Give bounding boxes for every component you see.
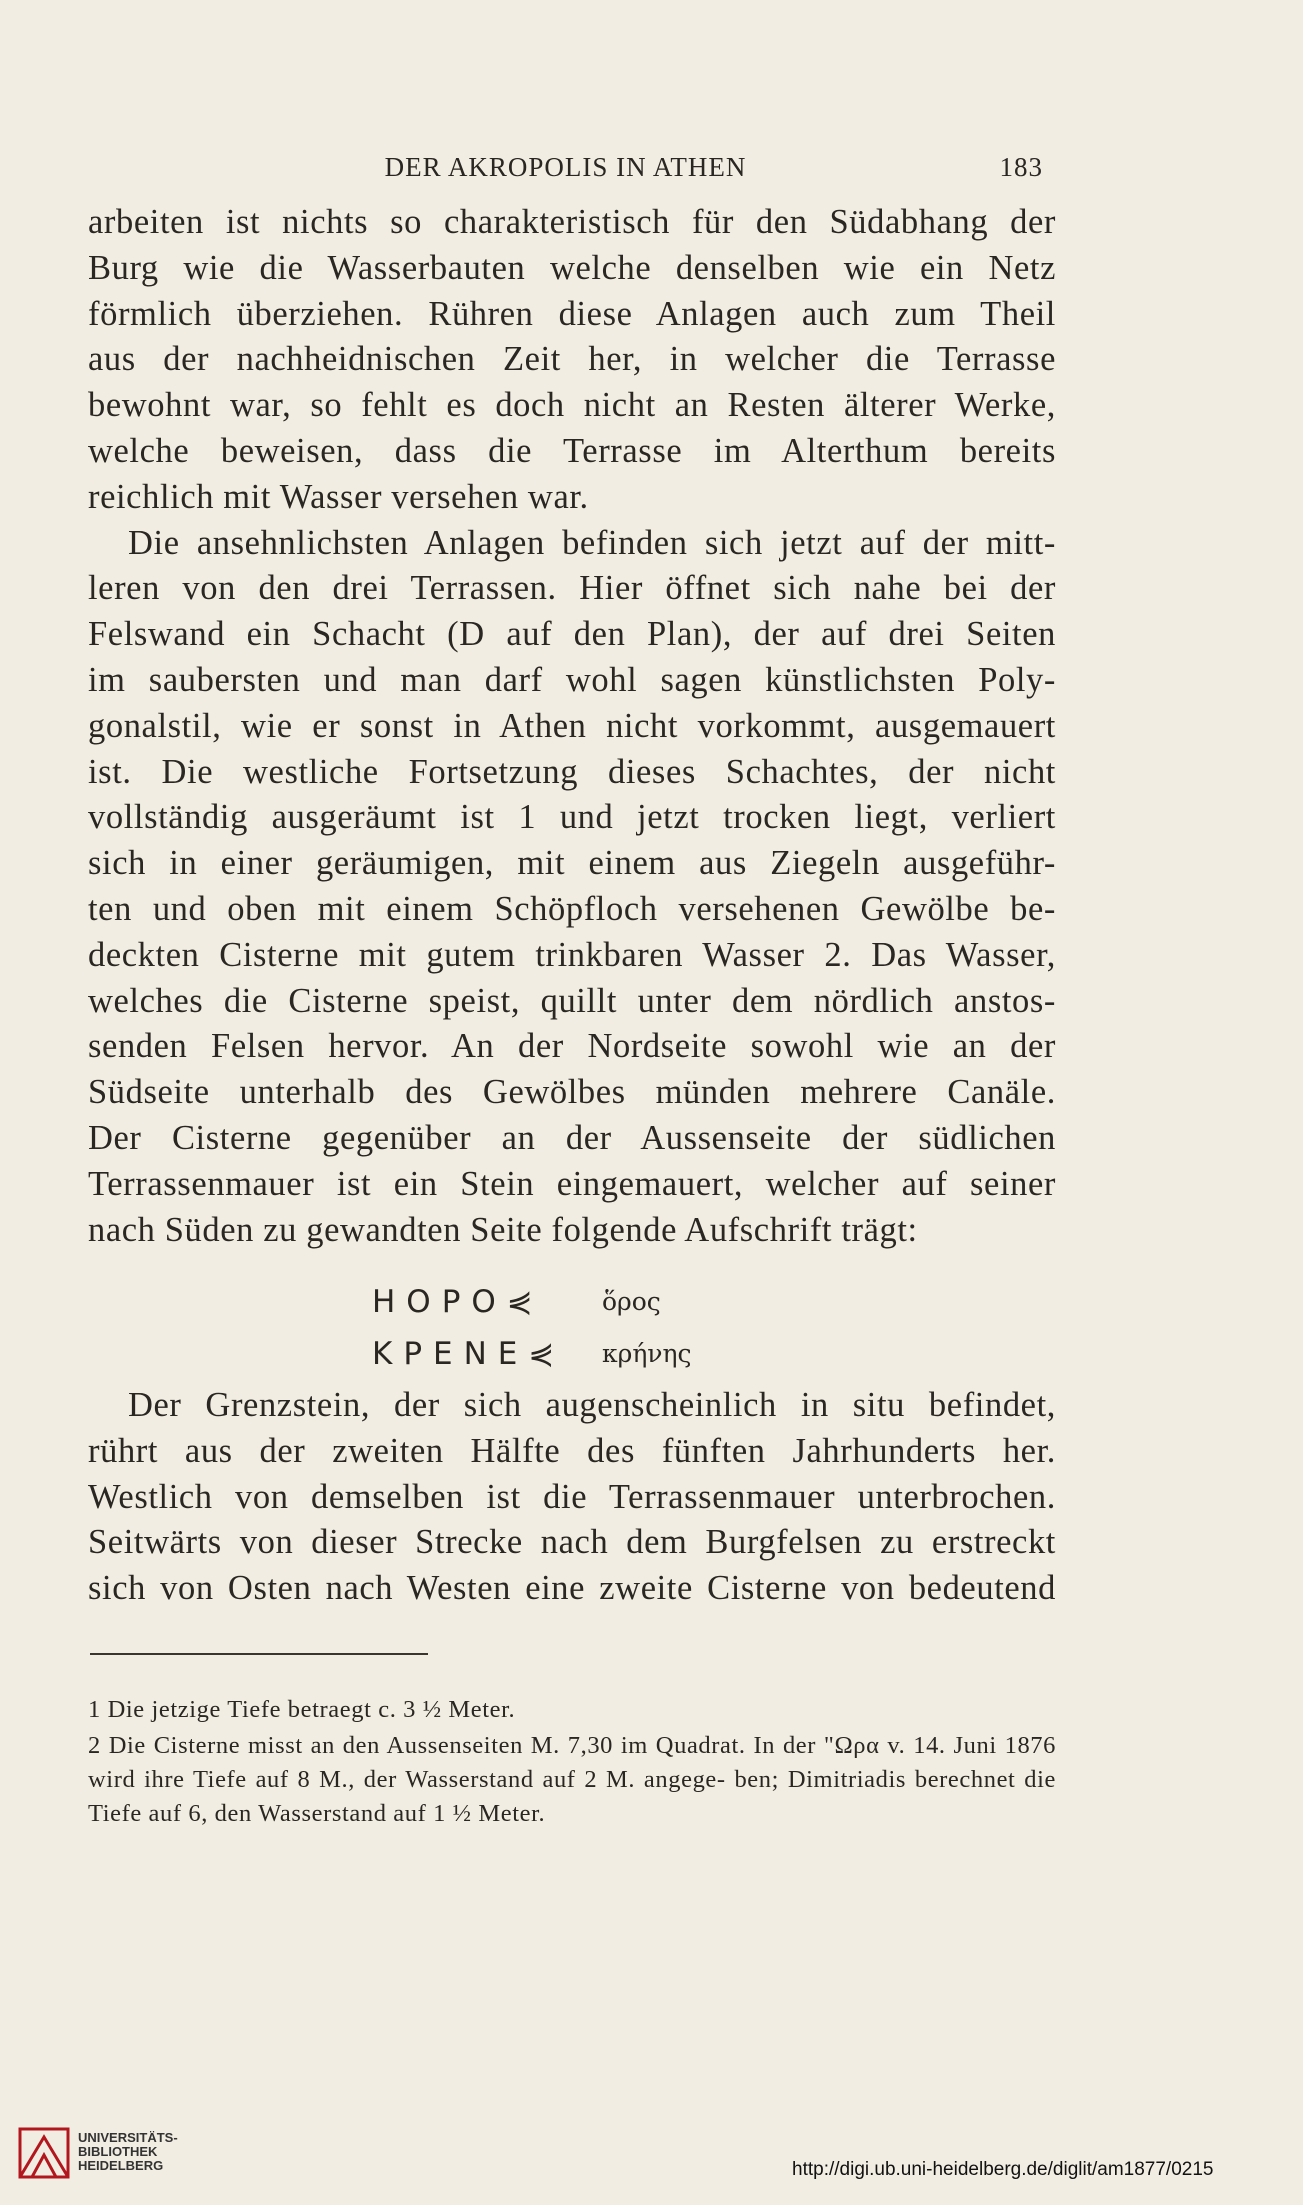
inscription-original: HOPO⋞ <box>372 1284 544 1320</box>
footnote-2-text: 2 Die Cisterne misst an den Aussenseiten M. 7,30 im Quadrat. In der "Ωρα v. 14. Juni 1876 wird ihre Tiefe auf 8 M., der Wasserstand auf 2 M. angege- ben; Dimitriadis berechnet die Tiefe auf 6, den Wasserstand auf 1 ½ Meter. <box>88 1732 1056 1827</box>
text-line: Burg wie die Wasserbauten welche denselben wie ein Netz <box>88 248 1056 287</box>
text-line: Der Grenzstein, der sich augenscheinlich in situ befindet, <box>128 1386 1056 1424</box>
text-line: ten und oben mit einem Schöpfloch versehenen Gewölbe be- <box>88 889 1056 928</box>
inscription-row <box>372 1328 832 1380</box>
text-line: sich von Osten nach Westen eine zweite Cisterne von bedeutend <box>88 1569 1056 1608</box>
inscription-transcription: ὅρος <box>602 1287 661 1316</box>
footnote-rule <box>90 1653 428 1655</box>
text-line: bewohnt war, so fehlt es doch nicht an Resten älterer Werke, <box>88 386 1056 425</box>
university-library-logo-icon <box>14 2123 74 2183</box>
text-line: deckten Cisterne mit gutem trinkbaren Wasser 2. Das Wasser, <box>88 935 1056 974</box>
text-line: rührt aus der zweiten Hälfte des fünften Jahrhunderts her. <box>88 1431 1056 1470</box>
text-line: Der Cisterne gegenüber an der Aussenseite der südlichen <box>88 1118 1056 1157</box>
library-line-2: BIBLIOTHEK <box>78 2144 158 2159</box>
text-line: reichlich mit Wasser versehen war. <box>88 477 589 516</box>
text-line: vollständig ausgeräumt ist 1 und jetzt trocken liegt, verliert <box>88 798 1056 837</box>
library-name <box>78 2131 178 2173</box>
inscription-original: KPENE⋞ <box>372 1336 566 1372</box>
text-line: Südseite unterhalb des Gewölbes münden mehrere Canäle. <box>88 1073 1056 1112</box>
page-number: 183 <box>999 152 1043 182</box>
library-line-3: HEIDELBERG <box>78 2158 164 2173</box>
text-line: arbeiten ist nichts so charakteristisch für den Südabhang der <box>88 203 1056 241</box>
inscription-transcription: κρήνης <box>602 1339 692 1368</box>
text-line: im saubersten und man darf wohl sagen künstlichsten Poly- <box>88 660 1056 699</box>
text-line: Felswand ein Schacht (D auf den Plan), der auf drei Seiten <box>88 615 1056 654</box>
inscription <box>372 1276 832 1380</box>
text-line: Die ansehnlichsten Anlagen befinden sich jetzt auf der mitt- <box>128 523 1056 562</box>
text-line: senden Felsen hervor. An der Nordseite sowohl wie an der <box>88 1027 1056 1066</box>
paragraph-continued <box>88 1383 1056 1612</box>
text-line: Seitwärts von dieser Strecke nach dem Burgfelsen zu erstreckt <box>88 1523 1056 1562</box>
text-line: Westlich von demselben ist die Terrassenmauer unterbrochen. <box>88 1477 1056 1516</box>
source-url[interactable]: http://digi.ub.uni-heidelberg.de/diglit/am1877/0215 <box>792 2159 1214 2180</box>
header-title: DER AKROPOLIS IN ATHEN <box>384 152 747 182</box>
running-header <box>88 152 1043 192</box>
text-line: förmlich überziehen. Rühren diese Anlagen auch zum Theil <box>88 294 1056 333</box>
text-line: sich in einer geräumigen, mit einem aus Ziegeln ausgeführ- <box>88 844 1056 883</box>
text-line: welches die Cisterne speist, quillt unter dem nördlich anstos- <box>88 981 1056 1020</box>
inscription-row <box>372 1276 832 1328</box>
text-line: gonalstil, wie er sonst in Athen nicht vorkommt, ausgemauert <box>88 706 1056 745</box>
main-text <box>88 200 1056 1253</box>
text-line: welche beweisen, dass die Terrasse im Alterthum bereits <box>88 431 1056 470</box>
library-line-1: UNIVERSITÄTS- <box>78 2130 178 2145</box>
text-line: Terrassenmauer ist ein Stein eingemauert, welcher auf seiner <box>88 1164 1056 1203</box>
footnote-2 <box>88 1729 1056 1831</box>
text-line: ist. Die westliche Fortsetzung dieses Schachtes, der nicht <box>88 752 1056 791</box>
text-line: aus der nachheidnischen Zeit her, in welcher die Terrasse <box>88 340 1056 379</box>
text-line: nach Süden zu gewandten Seite folgende Aufschrift trägt: <box>88 1210 918 1249</box>
text-line: leren von den drei Terrassen. Hier öffnet sich nahe bei der <box>88 569 1056 608</box>
footnote-1 <box>88 1693 1056 1727</box>
footnote-1-text: 1 Die jetzige Tiefe betraegt c. 3 ½ Meter. <box>88 1696 516 1723</box>
